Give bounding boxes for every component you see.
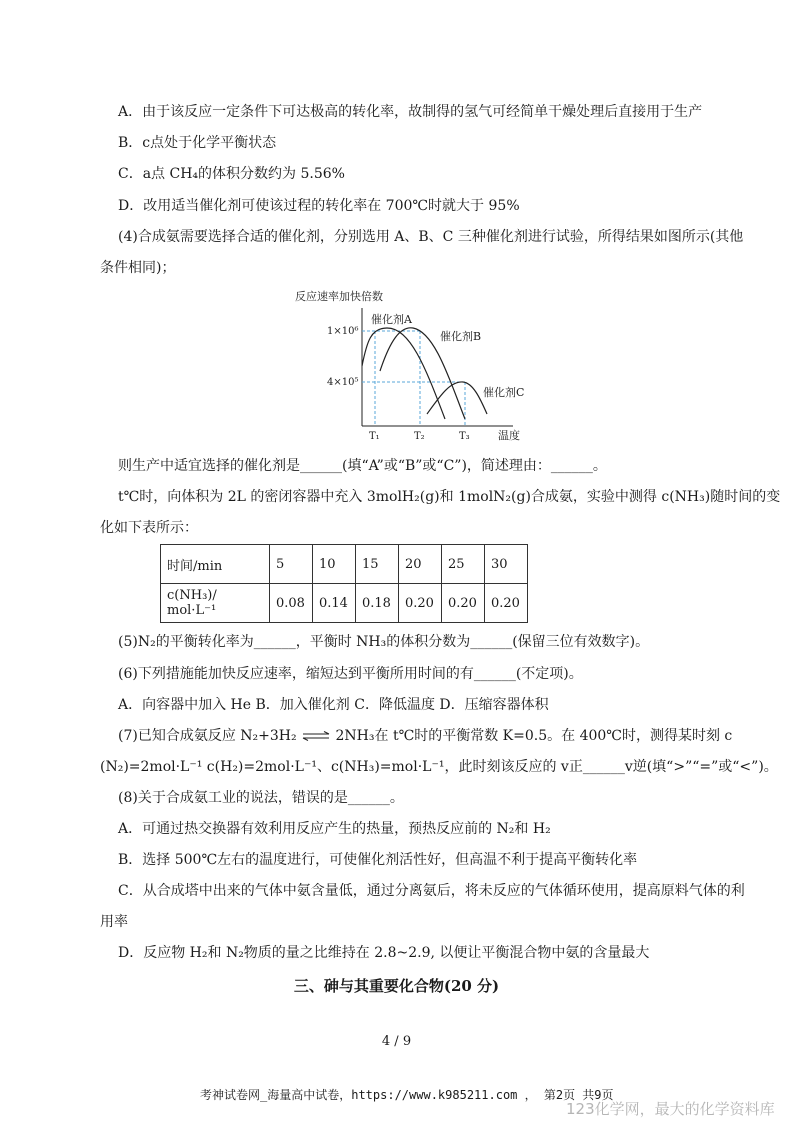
label-catalyst-b: 催化剂B <box>440 330 482 343</box>
y-tick-1e6: 1×10⁶ <box>327 326 359 337</box>
table-row <box>161 584 528 623</box>
table-cell: 0.14 <box>313 584 356 623</box>
table-cell: 20 <box>399 545 442 584</box>
table-cell: 5 <box>270 545 313 584</box>
page-number: 4 / 9 <box>381 1034 412 1049</box>
question-7-line2: (N₂)=2mol·L⁻¹ c(H₂)=2mol·L⁻¹、c(NH₃)=mol·L⁻¹，此时刻该反应的 v正______v逆(填“>”“=”或“<”)。 <box>100 759 778 775</box>
watermark: 123化学网，最大的化学资料库 <box>566 1100 775 1118</box>
concentration-table <box>160 544 528 623</box>
table-cell: 30 <box>485 545 528 584</box>
chart-ylabel: 反应速率加快倍数 <box>295 290 383 303</box>
q7-pre: (7)已知合成氨反应 N₂+3H₂ <box>118 728 297 744</box>
table-cell: 0.18 <box>356 584 399 623</box>
label-catalyst-a: 催化剂A <box>371 313 412 326</box>
question-4-line2: 条件相同)； <box>100 260 176 276</box>
label-catalyst-c: 催化剂C <box>483 386 525 399</box>
question-8-option-b: B．选择 500℃左右的温度进行，可使催化剂活性好，但高温不利于提高平衡转化率 <box>118 852 638 868</box>
table-row-label: c(NH₃)/ mol·L⁻¹ <box>161 584 270 623</box>
equilibrium-arrow-icon <box>301 731 331 741</box>
question-6-options: A．向容器中加入 He B．加入催化剂 C．降低温度 D．压缩容器体积 <box>118 697 549 713</box>
table-row <box>161 545 528 584</box>
catalyst-chart <box>295 286 535 446</box>
intro-line2: 化如下表所示： <box>100 520 198 536</box>
question-4-ask: 则生产中适宜选择的催化剂是______(填“A”或“B”或“C”)，简述理由：______。 <box>118 458 607 474</box>
footer-text: 考神试卷网_海量高中试卷，https://www.k985211.com ， 第2页 共9页 <box>200 1088 614 1102</box>
question-8: (8)关于合成氨工业的说法，错误的是______。 <box>118 790 404 806</box>
table-cell: 0.20 <box>442 584 485 623</box>
x-tick-t1: T₁ <box>369 431 380 442</box>
option-a: A．由于该反应一定条件下可达极高的转化率，故制得的氢气可经简单干燥处理后直接用于生产 <box>118 104 703 120</box>
table-cell: 25 <box>442 545 485 584</box>
intro-line1: t℃时，向体积为 2L 的密闭容器中充入 3molH₂(g)和 1molN₂(g)合成氨，实验中测得 c(NH₃)随时间的变 <box>118 489 781 505</box>
question-8-option-a: A．可通过热交换器有效利用反应产生的热量，预热反应前的 N₂和 H₂ <box>118 821 551 837</box>
question-5: (5)N₂的平衡转化率为______，平衡时 NH₃的体积分数为______(保留三位有效数字)。 <box>118 634 650 650</box>
table-cell: 0.20 <box>399 584 442 623</box>
question-6: (6)下列措施能加快反应速率，缩短达到平衡所用时间的有______(不定项)。 <box>118 666 583 682</box>
question-8-option-d: D．反应物 H₂和 N₂物质的量之比维持在 2.8~2.9, 以便让平衡混合物中氨的含量最大 <box>118 945 650 961</box>
question-8-option-c-line2: 用率 <box>100 914 128 930</box>
table-cell: 10 <box>313 545 356 584</box>
question-8-option-c-line1: C．从合成塔中出来的气体中氨含量低，通过分离氨后，将未反应的气体循环使用，提高原料气体的利 <box>118 883 745 899</box>
section-title: 三、砷与其重要化合物(20 分) <box>293 977 500 995</box>
x-tick-t3: T₃ <box>459 431 470 442</box>
option-c: C．a点 CH₄的体积分数约为 5.56% <box>118 166 345 182</box>
q7-post: 2NH₃在 t℃时的平衡常数 K=0.5。在 400℃时，测得某时刻 c <box>335 728 733 744</box>
table-cell: 0.08 <box>270 584 313 623</box>
x-tick-t2: T₂ <box>414 431 425 442</box>
chart-xlabel: 温度 <box>498 429 520 442</box>
question-4-line1: (4)合成氨需要选择合适的催化剂，分别选用 A、B、C 三种催化剂进行试验，所得结果如图所示(其他 <box>118 229 744 245</box>
y-tick-4e5: 4×10⁵ <box>327 377 359 388</box>
option-d: D．改用适当催化剂可使该过程的转化率在 700℃时就大于 95% <box>118 198 520 214</box>
question-7-line1 <box>118 726 732 746</box>
table-row-label: 时间/min <box>161 545 270 584</box>
table-cell: 15 <box>356 545 399 584</box>
option-b: B．c点处于化学平衡状态 <box>118 135 277 151</box>
table-cell: 0.20 <box>485 584 528 623</box>
